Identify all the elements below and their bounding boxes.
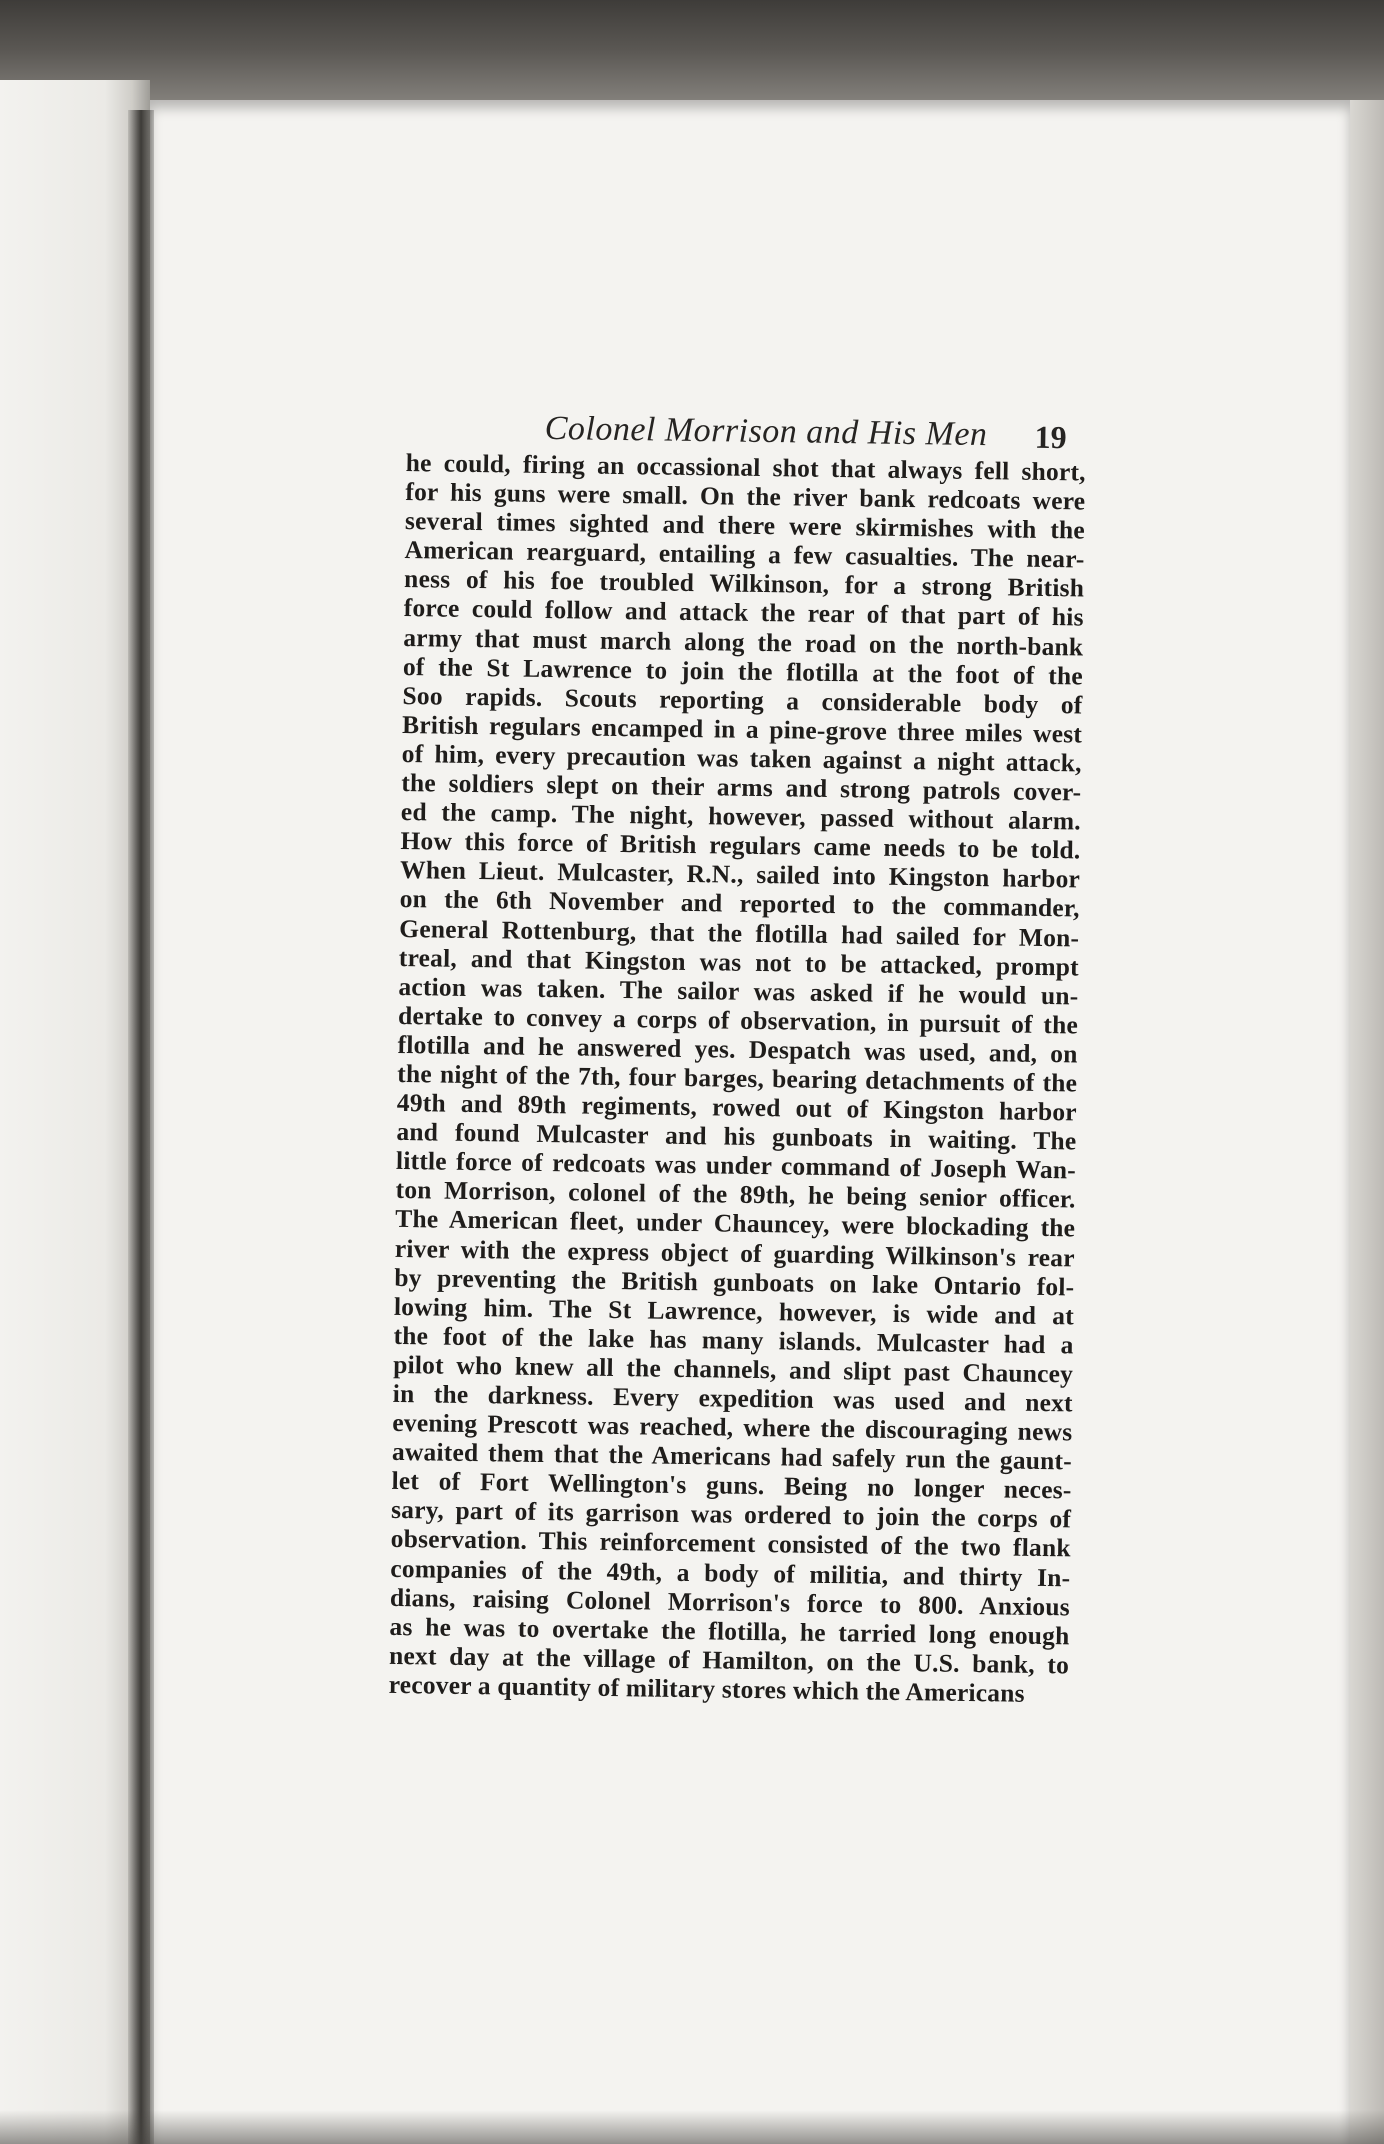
text-line: army that must march along the road on the north-bank xyxy=(403,622,1084,662)
text-line: recover a quantity of military stores which the Americans xyxy=(388,1669,1025,1708)
text-line: observation. This reinforcement consisted of the two flank xyxy=(390,1524,1071,1563)
text-line: American rearguard, entailing a few casualties. The near- xyxy=(404,535,1085,574)
text-line: as he was to overtake the flotilla, he tarried long enough xyxy=(389,1611,1070,1651)
text-line: next day at the village of Hamilton, on the U.S. bank, to xyxy=(388,1640,1070,1680)
text-line: of him, every precaution was taken against a night attack, xyxy=(401,738,1082,778)
text-line: sary, part of its garrison was ordered to join the corps of xyxy=(390,1495,1072,1534)
running-title: Colonel Morrison and His Men xyxy=(544,409,988,454)
text-line: companies of the 49th, a body of militia, and thirty In- xyxy=(390,1553,1071,1592)
text-line: lowing him. The St Lawrence, however, is wide and at xyxy=(393,1291,1075,1331)
text-line: the foot of the lake has many islands. Mulcaster had a xyxy=(393,1320,1074,1360)
text-line: evening Prescott was reached, where the discouraging news xyxy=(392,1408,1073,1447)
page-number: 19 xyxy=(1034,418,1067,456)
text-line: the night of the 7th, four barges, bearing detachments of the xyxy=(397,1058,1078,1098)
body-text xyxy=(389,448,1086,1708)
text-line: and found Mulcaster and his gunboats in waiting. The xyxy=(396,1117,1077,1156)
text-line: action was taken. The sailor was asked if he would un- xyxy=(398,971,1079,1011)
text-line: treal, and that Kingston was not to be attacked, prompt xyxy=(398,942,1080,982)
text-line: little force of redcoats was under command of Joseph Wan- xyxy=(395,1146,1077,1185)
text-line: dertake to convey a corps of observation, in pursuit of the xyxy=(397,1000,1079,1040)
gutter-shadow xyxy=(128,110,154,2144)
text-line: When Lieut. Mulcaster, R.N., sailed into Kingston harbor xyxy=(399,855,1081,894)
scanner-background xyxy=(0,0,1384,110)
text-line: How this force of British regulars came needs to be told. xyxy=(400,826,1081,865)
text-line: let of Fort Wellington's guns. Being no longer neces- xyxy=(391,1466,1072,1505)
text-line: 49th and 89th regiments, rowed out of Kingston harbor xyxy=(396,1088,1077,1127)
text-line: ness of his foe troubled Wilkinson, for a strong British xyxy=(403,564,1085,603)
text-line: awaited them that the Americans had safely run the gaunt- xyxy=(391,1437,1073,1476)
text-line: several times sighted and there were skirmishes with the xyxy=(404,506,1086,545)
text-line: on the 6th November and reported to the commander, xyxy=(399,884,1080,923)
text-line: ton Morrison, colonel of the 89th, he being senior officer. xyxy=(395,1175,1076,1214)
scan-bottom-edge xyxy=(0,2110,1384,2144)
text-line: by preventing the British gunboats on lake Ontario fol- xyxy=(394,1262,1075,1302)
text-line: force could follow and attack the rear of that part of his xyxy=(403,593,1084,632)
text-line: in the darkness. Every expedition was used and next xyxy=(392,1378,1073,1418)
text-line: for his guns were small. On the river bank redcoats were xyxy=(405,477,1086,516)
text-line: he could, firing an occassional shot that always fell short, xyxy=(405,448,1086,487)
text-line: river with the express object of guarding Wilkinson's rear xyxy=(394,1233,1075,1272)
text-line: dians, raising Colonel Morrison's force to 800. Anxious xyxy=(389,1582,1071,1622)
text-line: The American fleet, under Chauncey, were blockading the xyxy=(395,1204,1076,1243)
text-line: Soo rapids. Scouts reporting a considerable body of xyxy=(402,680,1083,720)
text-line: General Rottenburg, that the flotilla had sailed for Mon- xyxy=(399,913,1080,952)
text-line: flotilla and he answered yes. Despatch was used, and, on xyxy=(397,1029,1078,1069)
text-line: of the St Lawrence to join the flotilla at the foot of the xyxy=(402,651,1084,691)
text-line: pilot who knew all the channels, and slipt past Chauncey xyxy=(393,1349,1074,1389)
text-line: British regulars encamped in a pine-grove three miles west xyxy=(401,709,1083,749)
text-line: ed the camp. The night, however, passed without alarm. xyxy=(400,797,1082,836)
page-right-edge xyxy=(1350,100,1384,2144)
text-line: the soldiers slept on their arms and strong patrols cover- xyxy=(401,768,1082,807)
